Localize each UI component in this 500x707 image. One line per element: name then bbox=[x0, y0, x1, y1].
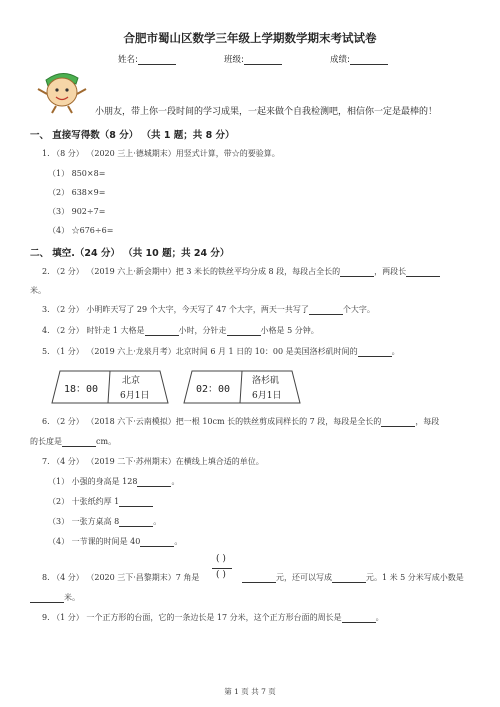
score-blank[interactable] bbox=[350, 55, 388, 65]
q4-text-c: 小格是 5 分钟。 bbox=[260, 326, 319, 335]
q2-continuation: 米。 bbox=[30, 286, 46, 295]
class-label: 班级: bbox=[224, 55, 244, 65]
q5-text-b: 。 bbox=[391, 347, 400, 356]
q2-blank-2[interactable] bbox=[406, 267, 440, 277]
class-blank[interactable] bbox=[244, 55, 282, 65]
q6-continuation bbox=[30, 436, 116, 447]
question-5 bbox=[42, 346, 400, 357]
question-7: 7. （4 分） （2019 二下·苏州期末）在横线上填合适的单位。 bbox=[42, 457, 264, 466]
q7-item-4-end: 。 bbox=[174, 537, 183, 546]
q4-text-b: 小时，分针走 bbox=[178, 326, 227, 335]
q7-item-4 bbox=[48, 536, 182, 547]
q8-text-d: 米。 bbox=[64, 593, 80, 602]
q8-text-b: 元，还可以写成 bbox=[276, 573, 332, 582]
name-blank[interactable] bbox=[138, 55, 176, 65]
q2-text-b: ，两段长 bbox=[374, 267, 407, 276]
q7-item-2 bbox=[48, 496, 153, 507]
q7-blank-1[interactable] bbox=[137, 477, 171, 487]
q8-blank-3[interactable] bbox=[30, 593, 64, 603]
score-field bbox=[330, 53, 388, 65]
q1-item-4: （4） ☆676÷6= bbox=[48, 226, 114, 235]
q8-rest bbox=[242, 572, 464, 583]
q6-blank-1[interactable] bbox=[381, 417, 415, 427]
q1-item-2: （2） 638×9= bbox=[48, 188, 106, 197]
q8-blank-1[interactable] bbox=[242, 573, 276, 583]
q6-blank-2[interactable] bbox=[62, 437, 96, 447]
q8-fraction[interactable] bbox=[210, 554, 236, 588]
q7-item-4-text: （4） 一节课的时间是 40 bbox=[48, 537, 141, 546]
clock-2-date: 6月1日 bbox=[252, 391, 282, 401]
score-label: 成绩: bbox=[330, 55, 350, 65]
q7-item-3-end: 。 bbox=[153, 517, 162, 526]
q3-blank[interactable] bbox=[309, 305, 343, 315]
q4-blank-2[interactable] bbox=[227, 326, 261, 336]
question-4 bbox=[42, 325, 319, 336]
name-label: 姓名: bbox=[118, 55, 138, 65]
clock-1-date: 6月1日 bbox=[120, 391, 150, 401]
q2-text-a: 2. （2 分） （2019 六上·新会期中）把 3 米长的铁丝平均分成 8 段，每段占全长的 bbox=[42, 267, 341, 276]
q6-text-b: ，每段 bbox=[415, 417, 440, 426]
q3-text-a: 3. （2 分） 小明昨天写了 29 个大字，今天写了 47 个大字，两天一共写了 bbox=[42, 305, 309, 314]
q3-text-b: 个大字。 bbox=[342, 305, 375, 314]
clock-board-beijing bbox=[50, 369, 170, 405]
fraction-numerator: ( ) bbox=[216, 554, 226, 564]
q7-item-1-text: （1） 小强的身高是 128 bbox=[48, 477, 138, 486]
q8-text-c: 元。1 米 5 分米写成小数是 bbox=[366, 573, 464, 582]
q7-blank-4[interactable] bbox=[140, 537, 174, 547]
q2-blank-1[interactable] bbox=[340, 267, 374, 277]
q5-text-a: 5. （1 分） （2019 六上·龙泉月考）北京时间 6 月 1 日的 10：00 是美国洛杉矶时间的 bbox=[42, 347, 358, 356]
q1-item-3: （3） 902÷7= bbox=[48, 207, 106, 216]
section-1-title: 一、 直接写得数（8 分） （共 1 题；共 8 分） bbox=[30, 130, 235, 141]
clock-2-time: 02：00 bbox=[196, 384, 231, 395]
question-1: 1. （8 分） （2020 三上·德城期末）用竖式计算，带☆的要验算。 bbox=[42, 149, 280, 158]
q7-item-1 bbox=[48, 476, 179, 487]
clock-1-city: 北京 bbox=[122, 376, 141, 386]
q4-text-a: 4. （2 分） 时针走 1 大格是 bbox=[42, 326, 145, 335]
intro-text: 小朋友，带上你一段时间的学习成果，一起来做个自我检测吧，相信你一定是最棒的！ bbox=[95, 107, 438, 117]
fraction-denominator: ( ) bbox=[216, 570, 226, 580]
question-9 bbox=[42, 612, 384, 623]
q9-blank[interactable] bbox=[342, 613, 376, 623]
q7-item-2-text: （2） 十张纸约厚 1 bbox=[48, 497, 120, 506]
q8-text-a: 8. （4 分） （2020 三下·昌黎期末）7 角是 bbox=[42, 573, 200, 582]
clock-1-time: 18：00 bbox=[64, 384, 99, 395]
clock-2-city: 洛杉矶 bbox=[252, 376, 280, 386]
page-footer: 第 1 页 共 7 页 bbox=[224, 687, 276, 696]
q6-text-d: cm。 bbox=[96, 437, 117, 446]
q7-blank-3[interactable] bbox=[119, 517, 153, 527]
question-2 bbox=[42, 266, 440, 277]
q6-text-c: 的长度是 bbox=[30, 437, 62, 446]
fraction-bar bbox=[212, 568, 232, 569]
q4-blank-1[interactable] bbox=[145, 326, 179, 336]
q9-text-b: 。 bbox=[375, 613, 384, 622]
q6-text-a: 6. （2 分） （2018 六下·云南模拟）把一根 10cm 长的铁丝剪成同样长的 7 段，每段是全长的 bbox=[42, 417, 382, 426]
q1-item-1: （1） 850×8= bbox=[48, 169, 106, 178]
section-2-title: 二、 填空.（24 分） （共 10 题；共 24 分） bbox=[30, 248, 230, 259]
q8-blank-2[interactable] bbox=[332, 573, 366, 583]
question-3 bbox=[42, 304, 375, 315]
q7-item-1-end: 。 bbox=[171, 477, 180, 486]
name-field bbox=[118, 53, 176, 65]
q7-item-3 bbox=[48, 516, 161, 527]
q7-blank-2[interactable] bbox=[119, 497, 153, 507]
page-title: 合肥市蜀山区数学三年级上学期数学期末考试试卷 bbox=[123, 31, 377, 45]
q7-item-3-text: （3） 一张方桌高 8 bbox=[48, 517, 120, 526]
q9-text-a: 9. （1 分） 一个正方形的台面，它的一条边长是 17 分米，这个正方形台面的周长是 bbox=[42, 613, 342, 622]
class-field bbox=[224, 53, 282, 65]
q8-continuation bbox=[30, 592, 80, 603]
mascot-illustration bbox=[34, 68, 90, 114]
clock-board-losangeles bbox=[182, 369, 302, 405]
q5-blank[interactable] bbox=[358, 347, 392, 357]
question-6 bbox=[42, 416, 439, 427]
